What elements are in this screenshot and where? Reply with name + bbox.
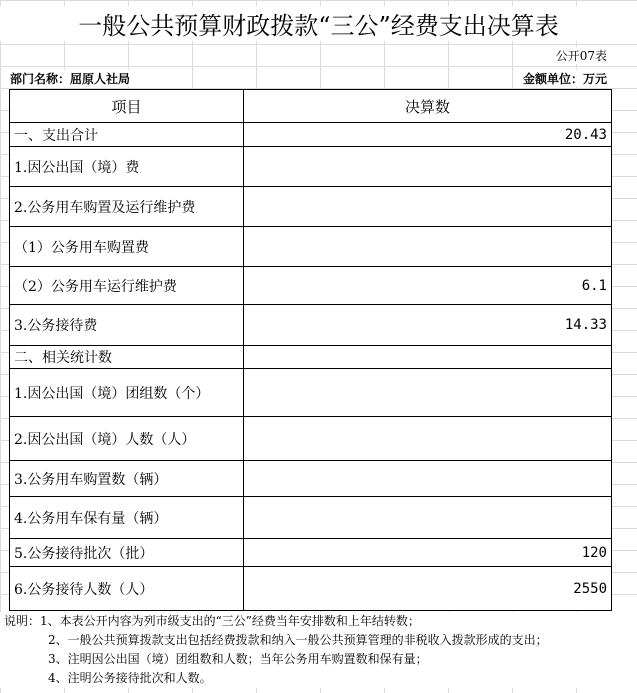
- table-row: [10, 227, 612, 267]
- notes-section: [0, 612, 637, 688]
- table-row: [10, 147, 612, 187]
- note-line: 3、注明因公出国（境）团组数和人数；当年公务用车购置数和保有量；: [48, 652, 428, 666]
- row-label: 1.因公出国（境）团组数（个）: [10, 369, 244, 417]
- expenditure-table: [9, 89, 612, 611]
- table-row: [10, 305, 612, 346]
- table-row: [10, 267, 612, 305]
- department-name: 部门名称：屈原人社局: [10, 72, 131, 86]
- header-item: 项目: [10, 90, 244, 123]
- row-value: [244, 417, 612, 461]
- row-value: [244, 187, 612, 227]
- row-value: 14.33: [244, 305, 612, 346]
- table-row: [10, 123, 612, 147]
- table-row: [10, 461, 612, 497]
- row-value: [244, 497, 612, 539]
- note-line: 说明：1、本表公开内容为列市级支出的“三公”经费当年安排数和上年结转数；: [4, 614, 420, 628]
- page-title: 一般公共预算财政拨款“三公”经费支出决算表: [0, 6, 637, 41]
- row-value: 20.43: [244, 123, 612, 147]
- table-row: [10, 497, 612, 539]
- row-label: （2）公务用车运行维护费: [10, 267, 244, 305]
- note-line: 2、一般公共预算拨款支出包括经费拨款和纳入一般公共预算管理的非税收入拨款形成的支出；: [48, 633, 548, 647]
- row-label: 一、支出合计: [10, 123, 244, 147]
- row-label: 6.公务接待人数（人）: [10, 567, 244, 611]
- table-row: [10, 539, 612, 567]
- table-row: [10, 417, 612, 461]
- row-label: 3.公务接待费: [10, 305, 244, 346]
- header-amount: 决算数: [244, 90, 612, 123]
- row-value: 6.1: [244, 267, 612, 305]
- row-value: [244, 147, 612, 187]
- row-label: 5.公务接待批次（批）: [10, 539, 244, 567]
- amount-unit: 金额单位：万元: [522, 72, 607, 86]
- table-row: [10, 369, 612, 417]
- row-label: 1.因公出国（境）费: [10, 147, 244, 187]
- note-line: 4、注明公务接待批次和人数。: [48, 671, 212, 685]
- row-value: [244, 461, 612, 497]
- table-row: [10, 187, 612, 227]
- row-value: 2550: [244, 567, 612, 611]
- row-value: [244, 346, 612, 369]
- row-value: [244, 227, 612, 267]
- row-label: 4.公务用车保有量（辆）: [10, 497, 244, 539]
- row-value: 120: [244, 539, 612, 567]
- row-label: 2.公务用车购置及运行维护费: [10, 187, 244, 227]
- form-number: 公开07表: [555, 49, 607, 63]
- row-label: 2.因公出国（境）人数（人）: [10, 417, 244, 461]
- row-value: [244, 369, 612, 417]
- row-label: 3.公务用车购置数（辆）: [10, 461, 244, 497]
- row-label: （1）公务用车购置费: [10, 227, 244, 267]
- table-row: [10, 567, 612, 611]
- table-row: [10, 346, 612, 369]
- table-header-row: [10, 90, 612, 123]
- row-label: 二、相关统计数: [10, 346, 244, 369]
